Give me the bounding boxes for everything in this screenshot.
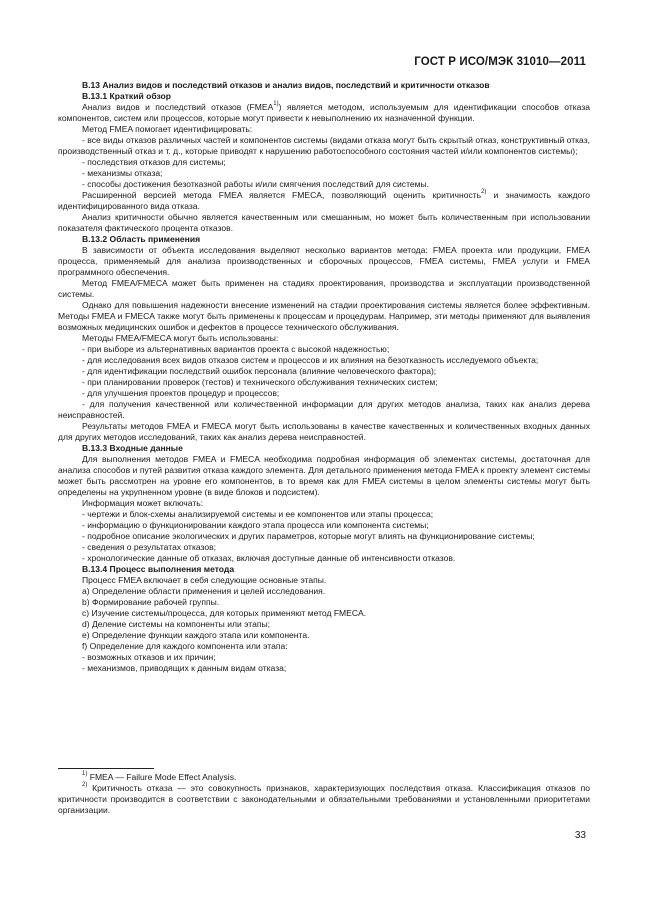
paragraph: Методы FMEA/FMECA могут быть использованы:: [82, 333, 279, 343]
section-heading-b13: В.13 Анализ видов и последствий отказов и анализ видов, последствий и критичности отказов: [82, 80, 490, 90]
footnote-1: [58, 772, 590, 783]
footnote-ref: 2): [481, 189, 487, 196]
footnotes: [58, 772, 590, 816]
footnote-marker: 2): [82, 782, 88, 789]
list-item: - механизмы отказа;: [82, 168, 163, 178]
section-heading-b13-4: В.13.4 Процесс выполнения метода: [82, 564, 235, 574]
list-item: - механизмов, приводящих к данным видам отказа;: [82, 663, 287, 673]
text: ) является методом, используемым для идентификации способов отказа компонентов, систем или процессов, которые могут привести к невыполнению их назначенной функции.: [58, 102, 590, 123]
paragraph: Результаты методов FMEA и FMECA могут быть использованы в качестве качественных и количественных входных данных для других методов исследований, таких как анализ дерева неисправностей.: [58, 421, 590, 442]
section-heading-b13-1: В.13.1 Краткий обзор: [82, 91, 171, 101]
paragraph: Метод FMEA помогает идентифицировать:: [82, 124, 253, 134]
list-item: - при выборе из альтернативных вариантов проекта с высокой надежностью;: [82, 344, 390, 354]
list-item: - подробное описание экологических и других параметров, которые могут влиять на функционирование системы;: [82, 531, 535, 541]
step-item: а) Определение области применения и целей исследования.: [82, 586, 326, 596]
list-item: - возможных отказов и их причин;: [82, 652, 216, 662]
footnote-2: [58, 783, 590, 816]
list-item: - способы достижения безотказной работы и/или смягчения последствий для системы.: [82, 179, 430, 189]
footnote-text: FMEA — Failure Mode Effect Analysis.: [87, 772, 237, 782]
paragraph: [58, 190, 590, 212]
paragraph: Процесс FMEA включает в себя следующие основные этапы.: [82, 575, 327, 585]
list-item: - все виды отказов различных частей и компонентов системы (видами отказа могут быть скрытый отказ, конструктивный отказ, производственный отказ и т. д., которые приводят к нарушению работоспособного состояния частей и/или компонентов системы);: [58, 135, 590, 156]
paragraph: В зависимости от объекта исследования выделяют несколько вариантов метода: FMEA проекта или продукции, FMEA процесса, применяемый для анализа производственных и сборочных процессов, FMEA системы, FMEA услуги и FMEA программного обеспечения.: [58, 245, 590, 277]
paragraph: Метод FMEA/FMECA может быть применен на стадиях проектирования, производства и эксплуатации производственной системы.: [58, 278, 590, 299]
step-item: e) Определение функции каждого этапа или компонента.: [82, 630, 310, 640]
section-heading-b13-3: В.13.3 Входные данные: [82, 443, 183, 453]
footnote-text: Критичность отказа — это совокупность признаков, характеризующих последствия отказа. Классификация отказов по критичности производится в соответствии с законодательными и обязательными требованиями и установленными приоритетами организации.: [58, 783, 590, 815]
list-item: - сведения о результатах отказов;: [82, 542, 217, 552]
footnote-marker: 1): [82, 771, 88, 778]
list-item: - для получения качественной или количественной информации для других методов анализа, таких как анализ дерева неисправностей.: [58, 399, 590, 420]
document-body: [58, 80, 590, 674]
page-number: 33: [574, 830, 586, 841]
list-item: - при планировании проверок (тестов) и технического обслуживания технических систем;: [82, 377, 438, 387]
step-item: d) Деление системы на компоненты или этапы;: [82, 619, 271, 629]
document-header: ГОСТ Р ИСО/МЭК 31010—2011: [414, 56, 586, 68]
paragraph: Анализ критичности обычно является качественным или смешанным, но может быть количественным при использовании показателя фактического процента отказов.: [58, 212, 590, 233]
paragraph: Однако для повышения надежности внесение изменений на стадии проектирования системы является более эффективным. Методы FMEA и FMECA также могут быть применены к процессам и процедурам. Например, эти методы применяют для выявления возможных медицинских ошибок и дефектов в процессе технического обслуживания.: [58, 300, 590, 332]
step-item: f) Определение для каждого компонента или этапа:: [82, 641, 288, 651]
footnote-ref: 1): [273, 101, 279, 108]
list-item: - хронологические данные об отказах, включая доступные данные об интенсивности отказов.: [82, 553, 456, 563]
step-item: b) Формирование рабочей группы.: [82, 597, 220, 607]
step-item: c) Изучение системы/процесса, для которых применяют метод FMECA.: [82, 608, 367, 618]
text: и значимость каждого идентифицированного вида отказа.: [58, 190, 590, 211]
list-item: - для исследования всех видов отказов систем и процессов и их влияния на безотказность исследуемого объекта;: [82, 355, 539, 365]
section-heading-b13-2: В.13.2 Область применения: [82, 234, 201, 244]
list-item: - последствия отказов для системы;: [82, 157, 226, 167]
list-item: - для улучшения проектов процедур и процессов;: [82, 388, 280, 398]
paragraph: [58, 102, 590, 124]
paragraph: Информация может включать:: [82, 498, 204, 508]
text: Анализ видов и последствий отказов (FMEA: [82, 102, 274, 112]
list-item: - чертежи и блок-схемы анализируемой системы и ее компонентов или этапы процесса;: [82, 509, 434, 519]
text: Расширенной версией метода FMEA является FMECA, позволяющий оценить критичность: [82, 190, 482, 200]
paragraph: Для выполнения методов FMEA и FMECA необходима подробная информация об элементах системы, достаточная для анализа способов и путей развития отказа каждого элемента. Для детального применения метода FMEA к проекту элемент системы может быть рассмотрен на уровне его компонентов, в то время как для FMEA системы в целом элементы системы могут быть определены на укрупненном уровне (в виде блоков и подсистем).: [58, 454, 590, 497]
list-item: - для идентификации последствий ошибок персонала (влияние человеческого фактора);: [82, 366, 437, 376]
footnote-divider: [58, 768, 154, 769]
list-item: - информацию о функционировании каждого этапа процесса или компонента системы;: [82, 520, 429, 530]
